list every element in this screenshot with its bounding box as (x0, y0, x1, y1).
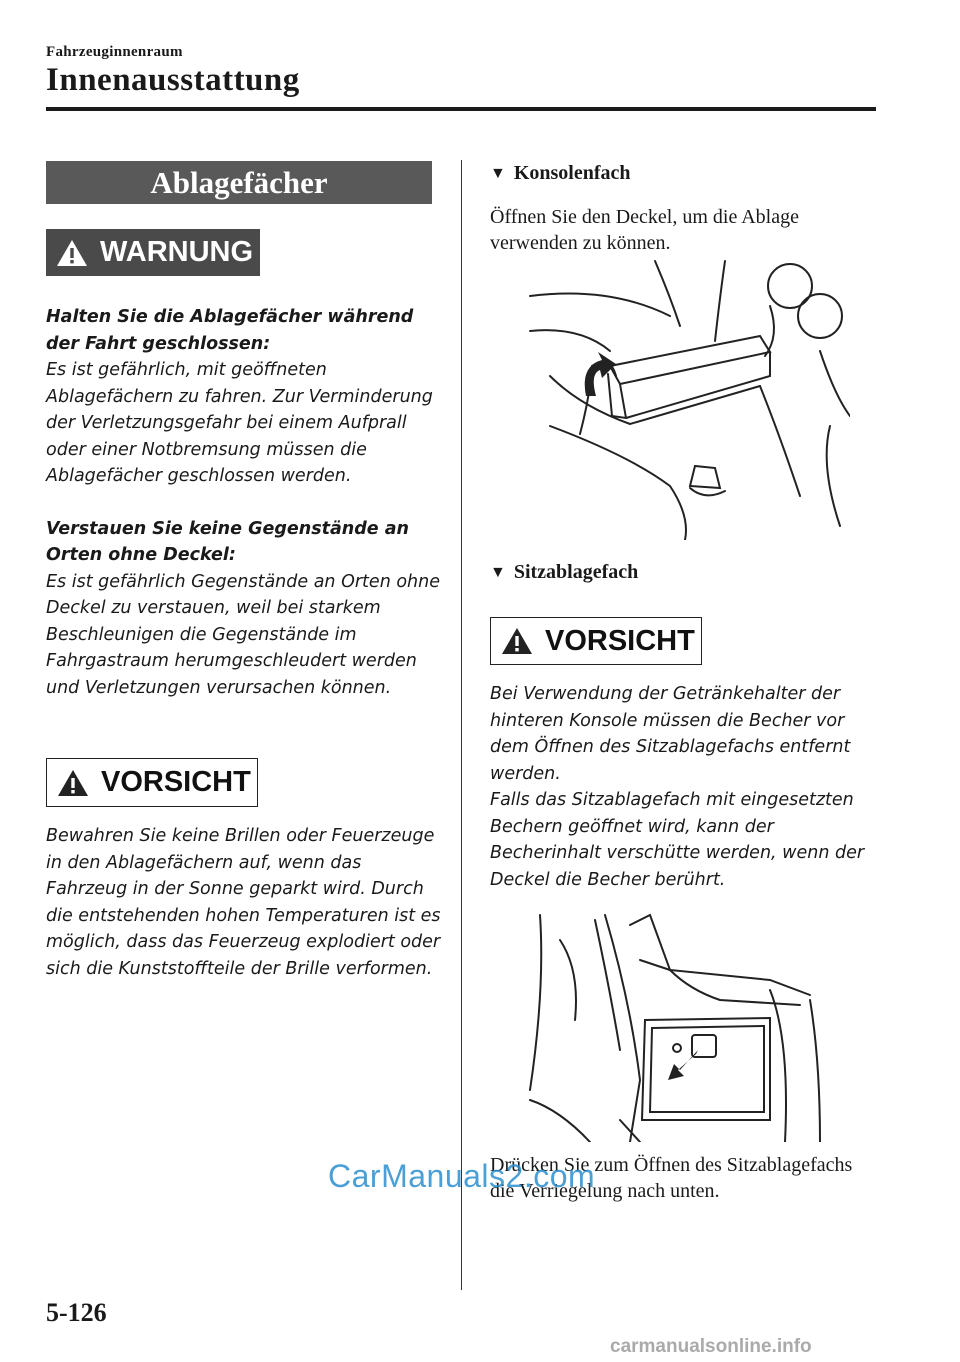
watermark: CarManuals2.com (328, 1158, 596, 1194)
subsection-sitzablagefach (490, 561, 638, 584)
section-label: Fahrzeuginnenraum (46, 44, 183, 60)
warning-triangle-icon (56, 239, 88, 267)
seat-storage-illustration (520, 910, 830, 1142)
column-divider (461, 160, 462, 1290)
page-title: Innenausstattung (46, 62, 300, 98)
warning-triangle-icon (501, 627, 533, 655)
warning-label-text: WARNUNG (100, 236, 254, 268)
warning-1-body: Es ist gefährlich, mit geöffneten Ablagefächern zu fahren. Zur Verminderung der Verletzungsgefahr bei einem Aufprall oder einer Notbremsung müssen die Ablagefächer geschlossen werden. (46, 360, 433, 486)
caution-text (490, 681, 875, 893)
caution-text (46, 823, 441, 982)
warning-1-title: Halten Sie die Ablagefächer während der Fahrt geschlossen: (46, 307, 414, 354)
down-triangle-icon: ▼ (490, 164, 506, 182)
watermark: carmanualsonline.info (610, 1336, 812, 1357)
down-triangle-icon: ▼ (490, 563, 506, 581)
subsection-title: Sitzablagefach (513, 561, 639, 583)
caution-label-text: VORSICHT (101, 766, 251, 798)
warning-label (46, 229, 260, 276)
warning-2-title: Verstauen Sie keine Gegenstände an Orten ohne Deckel: (46, 518, 409, 565)
caution-label (46, 758, 258, 807)
caution-label (490, 617, 702, 665)
body-text: Öffnen Sie den Deckel, um die Ablage verwenden zu können. (490, 206, 799, 254)
console-compartment-illustration (520, 256, 850, 540)
page-number: 5-126 (46, 1298, 107, 1327)
caution-label-text: VORSICHT (545, 624, 695, 657)
body-text: Drücken Sie zum Öffnen des Sitzablagefachs die Verriegelung nach unten. (490, 1154, 853, 1202)
header-rule (46, 107, 876, 111)
caution-body: Bewahren Sie keine Brillen oder Feuerzeuge in den Ablagefächern auf, wenn das Fahrzeug in der Sonne geparkt wird. Durch die entstehenden hohen Temperaturen ist es möglich, dass das Feuerzeug explodiert oder sich die Kunststoffteile der Brille verformen. (46, 826, 441, 979)
subsection-konsolenfach (490, 162, 631, 185)
warning-triangle-icon (57, 769, 89, 797)
warning-text (46, 304, 441, 701)
caution-body-1: Bei Verwendung der Getränkehalter der hinteren Konsole müssen die Becher vor dem Öffnen des Sitzablagefachs entfernt werden. (490, 684, 851, 784)
caution-body-2: Falls das Sitzablagefach mit eingesetzten Bechern geöffnet wird, kann der Becherinhalt verschütte werden, wenn der Deckel die Becher berührt. (490, 790, 865, 890)
warning-2-body: Es ist gefährlich Gegenstände an Orten ohne Deckel zu verstauen, weil bei starkem Beschleunigen die Gegenstände im Fahrgastraum herumgeschleudert werden und Verletzungen verursachen können. (46, 571, 440, 698)
section-banner: Ablagefächer (46, 161, 432, 204)
subsection-title: Konsolenfach (513, 162, 631, 184)
